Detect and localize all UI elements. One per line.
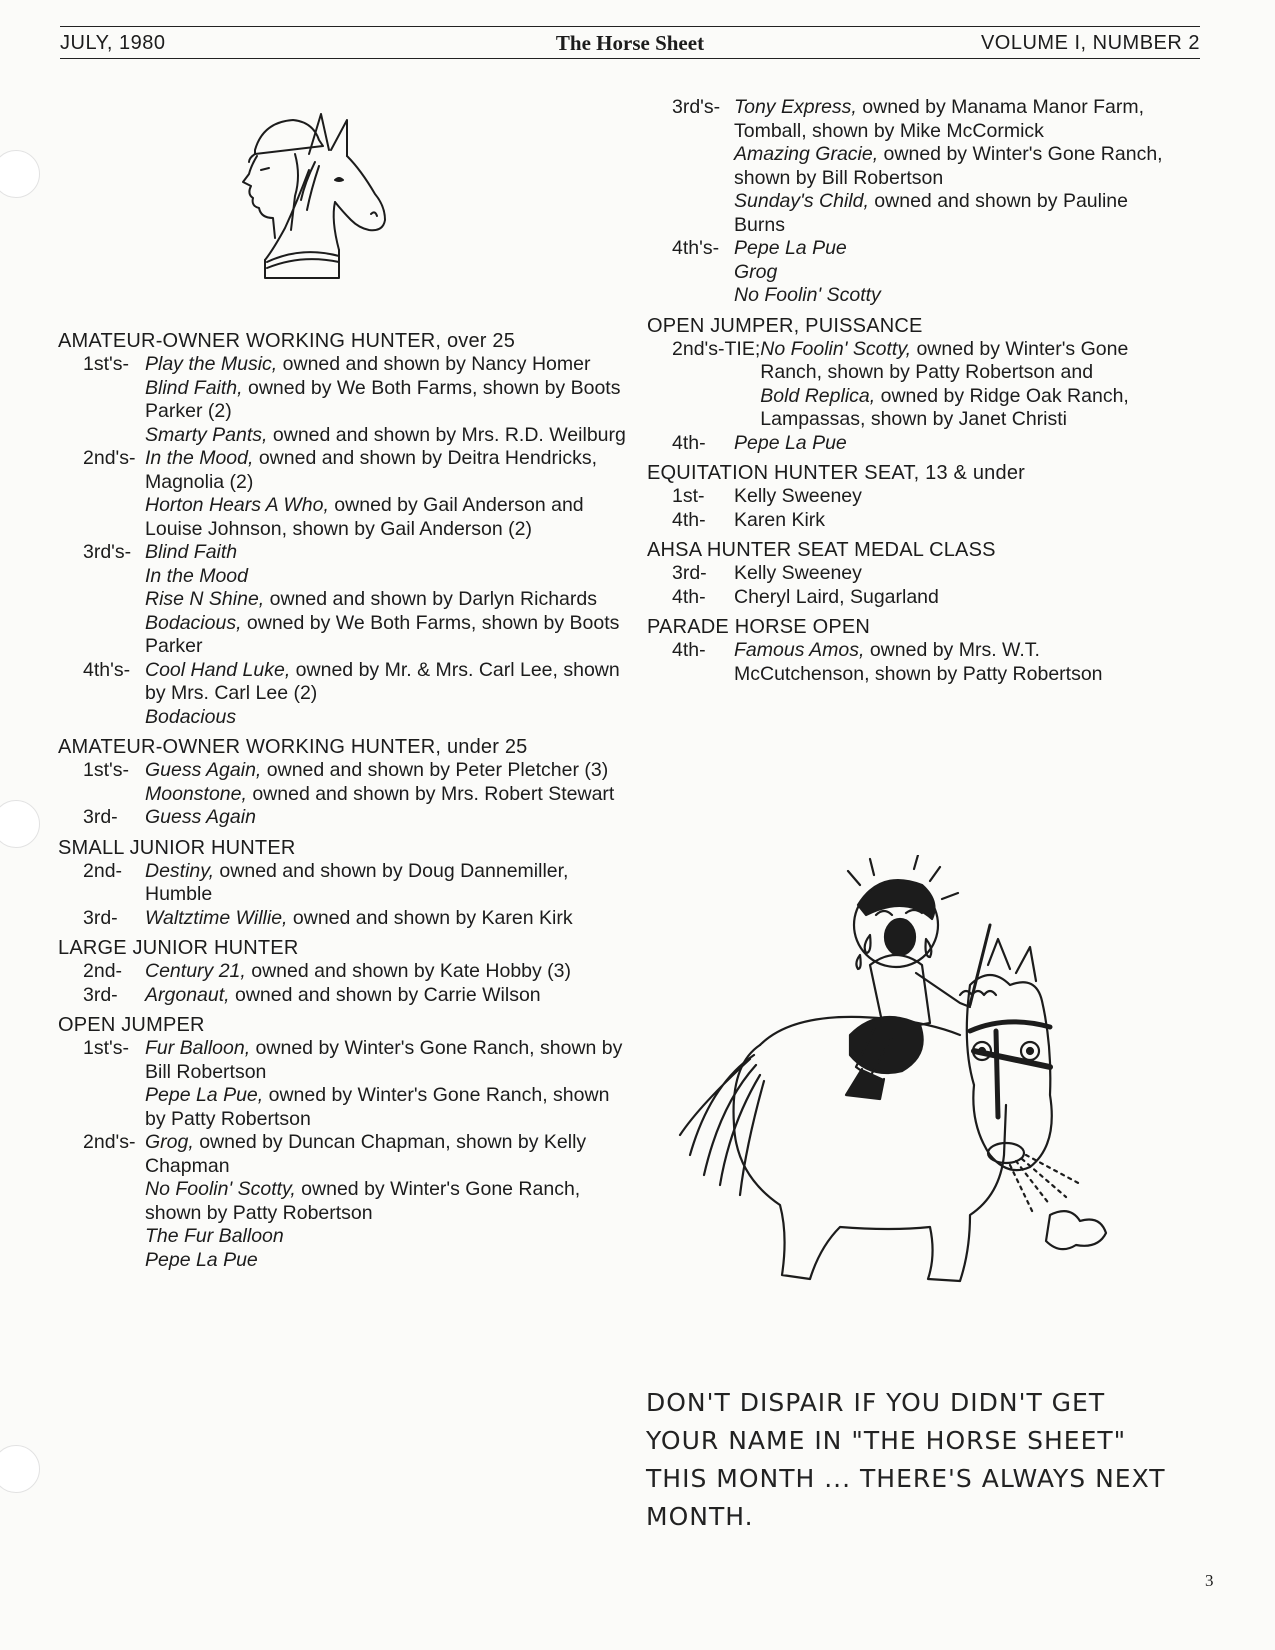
- horse-name: Grog: [734, 260, 778, 283]
- horse-name: Destiny,: [145, 859, 214, 882]
- entry: [734, 96, 1167, 143]
- horse-name: No Foolin' Scotty,: [760, 337, 912, 360]
- placing-label: 2nd's-: [83, 1131, 136, 1153]
- horse-name: Century 21,: [145, 960, 246, 982]
- award-row: [672, 432, 1167, 456]
- entry: [145, 860, 628, 907]
- entries: [734, 509, 1167, 533]
- entry-details: owned and shown by Carrie Wilson: [229, 983, 541, 1006]
- placing-label: 4th-: [672, 585, 706, 608]
- entry-details: owned by Gail Anderson and Louise Johnson, shown by Gail Anderson (2): [145, 494, 584, 540]
- crying-rider-on-pony-cartoon: [670, 855, 1160, 1325]
- award-row: [672, 338, 1167, 432]
- award-row: [672, 96, 1167, 237]
- placing-label: 4th's-: [672, 237, 720, 259]
- horse-and-rider-head-illustration: [235, 110, 425, 295]
- entry-details: owned by Winter's Gone Ranch, shown by Patty Robertson: [145, 1178, 581, 1224]
- results-section: [58, 936, 628, 1007]
- results-section: [58, 329, 628, 729]
- entry: [145, 565, 628, 589]
- class-heading: LARGE JUNIOR HUNTER: [58, 937, 299, 959]
- horse-name: Sunday's Child,: [734, 190, 869, 212]
- results-section: [647, 615, 1167, 686]
- horse-name: In the Mood: [145, 564, 248, 587]
- entry-details: owned by We Both Farms, shown by Boots Parker: [145, 611, 620, 657]
- results-section: [58, 735, 628, 830]
- class-heading: PARADE HORSE OPEN: [647, 616, 871, 638]
- masthead-top-rule: [60, 26, 1200, 27]
- entry: [145, 984, 628, 1008]
- class-heading: AMATEUR-OWNER WORKING HUNTER, over 25: [58, 330, 516, 352]
- entry: [145, 783, 628, 807]
- masthead: [60, 28, 1200, 58]
- award-row: [672, 586, 1167, 610]
- placing-label: 2nd's-TIE;: [672, 337, 761, 360]
- entry-details: Cheryl Laird, Sugarland: [734, 585, 939, 608]
- entry: [145, 759, 628, 783]
- punch-hole: [0, 1445, 40, 1493]
- entry-details: owned by We Both Farms, shown by Boots Parker (2): [145, 376, 621, 422]
- horse-name: Play the Music,: [145, 353, 278, 375]
- class-heading: AMATEUR-OWNER WORKING HUNTER, under 25: [58, 736, 528, 758]
- results-section: [647, 538, 1167, 609]
- horse-name: No Foolin' Scotty,: [145, 1178, 296, 1200]
- entries: [734, 586, 1167, 610]
- entries: [734, 485, 1167, 509]
- entry: [734, 190, 1167, 237]
- award-row: [83, 984, 628, 1008]
- entries: [145, 907, 628, 931]
- class-heading: SMALL JUNIOR HUNTER: [58, 836, 296, 859]
- entry: [145, 612, 628, 659]
- page-number: 3: [1205, 1571, 1214, 1590]
- horse-name: Bodacious,: [145, 611, 242, 634]
- entry-details: Karen Kirk: [734, 508, 826, 531]
- horse-name: Waltztime Willie,: [145, 906, 288, 929]
- placing-label: 2nd-: [83, 960, 123, 982]
- horse-name: Pepe La Pue,: [145, 1084, 264, 1106]
- entry-details: owned by Mrs. W.T. McCutchenson, shown by Patty Robertson: [734, 639, 1103, 685]
- entry: [145, 1037, 628, 1084]
- entry: [734, 237, 1167, 261]
- entries: [145, 759, 628, 806]
- results-section: [647, 96, 1167, 308]
- horse-name: No Foolin' Scotty: [734, 284, 881, 306]
- horse-name: In the Mood,: [145, 447, 254, 469]
- award-row: [83, 447, 628, 541]
- class-heading: EQUITATION HUNTER SEAT, 13 & under: [647, 462, 1026, 484]
- award-row: [83, 1037, 628, 1131]
- placing-label: 3rd-: [83, 906, 118, 929]
- entries: [145, 659, 628, 730]
- placing-label: 3rd-: [672, 562, 707, 584]
- entries: [734, 639, 1167, 686]
- entry-details: owned and shown by Nancy Homer: [277, 353, 591, 375]
- award-row: [83, 353, 628, 447]
- entry: [145, 447, 628, 494]
- entry: [760, 338, 1167, 385]
- entry: [145, 960, 628, 984]
- entry-details: owned by Winter's Gone Ranch, shown by Patty Robertson: [145, 1084, 610, 1130]
- entry-details: owned and shown by Mrs. R.D. Weilburg: [267, 423, 626, 446]
- horse-name: Tony Express,: [734, 96, 857, 118]
- horse-name: Blind Faith,: [145, 376, 243, 399]
- placing-label: 1st-: [672, 485, 705, 507]
- entry: [734, 562, 1167, 586]
- entry-details: owned and shown by Pauline Burns: [734, 190, 1128, 236]
- entry-details: owned by Mr. & Mrs. Carl Lee, shown by Mrs. Carl Lee (2): [145, 658, 620, 704]
- entry-details: owned by Duncan Chapman, shown by Kelly Chapman: [145, 1131, 587, 1177]
- entries: [145, 960, 628, 984]
- horse-name: Famous Amos,: [734, 639, 865, 661]
- entry-details: owned and shown by Karen Kirk: [287, 906, 573, 929]
- placing-label: 3rd's-: [83, 541, 132, 563]
- entry: [145, 588, 628, 612]
- entry: [145, 494, 628, 541]
- masthead-bottom-rule: [60, 58, 1200, 59]
- entry-details: owned by Winter's Gone Ranch, shown by Patty Robertson and: [760, 337, 1129, 383]
- entries: [145, 353, 628, 447]
- award-row: [672, 562, 1167, 586]
- entry: [145, 377, 628, 424]
- entry-details: owned by Manama Manor Farm, Tomball, shown by Mike McCormick: [734, 96, 1145, 142]
- placing-label: 2nd's-: [83, 447, 136, 469]
- entry: [145, 424, 628, 448]
- entries: [145, 541, 628, 659]
- entry: [145, 1178, 628, 1225]
- entries: [145, 984, 628, 1008]
- newsletter-title: The Horse Sheet: [555, 31, 705, 55]
- entry: [145, 806, 628, 830]
- horse-name: Smarty Pants,: [145, 423, 268, 446]
- horse-name: Cool Hand Luke,: [145, 658, 291, 681]
- horse-name: Bold Replica,: [760, 384, 876, 407]
- entries: [145, 1037, 628, 1131]
- results-column-right: [647, 96, 1167, 692]
- placing-label: 3rd-: [83, 806, 118, 828]
- entry: [145, 659, 628, 706]
- entry-details: owned by Winter's Gone Ranch, shown by Bill Robertson: [145, 1037, 623, 1083]
- entries: [145, 806, 628, 830]
- entry: [734, 261, 1167, 285]
- punch-hole: [0, 150, 40, 198]
- horse-name: Blind Faith: [145, 541, 238, 563]
- award-row: [83, 659, 628, 730]
- volume-number: VOLUME I, NUMBER 2: [980, 32, 1200, 54]
- entry: [145, 706, 628, 730]
- award-row: [83, 541, 628, 659]
- entry-details: owned and shown by Deitra Hendricks, Magnolia (2): [145, 447, 597, 493]
- horse-name: The Fur Balloon: [145, 1225, 284, 1247]
- entry: [734, 485, 1167, 509]
- horse-name: Amazing Gracie,: [734, 143, 879, 165]
- award-row: [83, 806, 628, 830]
- entries: [145, 860, 628, 907]
- entries: [760, 338, 1167, 432]
- horse-name: Rise N Shine,: [145, 588, 265, 610]
- class-heading: OPEN JUMPER, PUISSANCE: [647, 314, 923, 337]
- entry: [145, 353, 628, 377]
- placing-label: 4th-: [672, 508, 706, 531]
- placing-label: 1st's-: [83, 1037, 129, 1059]
- cartoon-caption: DON'T DISPAIR IF YOU DIDN'T GET YOUR NAME IN "THE HORSE SHEET" THIS MONTH ... THERE'S ALWAYS NEXT MONTH.: [646, 1388, 1166, 1531]
- award-row: [672, 485, 1167, 509]
- horse-name: Horton Hears A Who,: [145, 494, 329, 516]
- entry-details: owned and shown by Peter Pletcher (3): [261, 759, 609, 781]
- entry-details: Kelly Sweeney: [734, 485, 862, 507]
- placing-label: 3rd's-: [672, 96, 721, 118]
- placing-label: 1st's-: [83, 353, 129, 375]
- award-row: [83, 960, 628, 984]
- entry-details: owned and shown by Kate Hobby (3): [245, 960, 572, 982]
- results-list-right: [647, 96, 1167, 686]
- results-section: [58, 836, 628, 931]
- entry: [145, 1249, 628, 1273]
- entry: [734, 509, 1167, 533]
- horse-name: Bodacious: [145, 705, 237, 728]
- tie-label: TIE;: [724, 337, 761, 360]
- entries: [734, 237, 1167, 308]
- results-section: [647, 314, 1167, 456]
- entry: [734, 639, 1167, 686]
- award-row: [672, 509, 1167, 533]
- horse-name: Pepe La Pue: [734, 237, 847, 259]
- award-row: [672, 639, 1167, 686]
- horse-name: Argonaut,: [145, 983, 230, 1006]
- entries: [734, 432, 1167, 456]
- horse-name: Guess Again,: [145, 759, 262, 781]
- class-heading: OPEN JUMPER: [58, 1014, 205, 1036]
- award-row: [83, 907, 628, 931]
- entry: [734, 586, 1167, 610]
- horse-name: Pepe La Pue: [145, 1248, 258, 1271]
- horse-name: Pepe La Pue: [734, 431, 847, 454]
- entries: [734, 96, 1167, 237]
- placing-label: 1st's-: [83, 759, 129, 781]
- award-row: [83, 860, 628, 907]
- issue-date: JULY, 1980: [60, 32, 166, 54]
- entry-details: Kelly Sweeney: [734, 562, 862, 584]
- results-column-left: [58, 329, 628, 1278]
- entry-details: owned by Winter's Gone Ranch, shown by Bill Robertson: [734, 143, 1163, 189]
- entry: [734, 284, 1167, 308]
- entry: [145, 1131, 628, 1178]
- entry: [734, 432, 1167, 456]
- placing-label: 4th-: [672, 431, 706, 454]
- placing-label: 4th's-: [83, 658, 131, 681]
- entries: [145, 1131, 628, 1272]
- horse-name: Guess Again: [145, 806, 256, 828]
- award-row: [83, 1131, 628, 1272]
- entries: [734, 562, 1167, 586]
- entry: [145, 907, 628, 931]
- entries: [145, 447, 628, 541]
- results-list-left: [58, 329, 628, 1272]
- entry: [760, 385, 1167, 432]
- horse-name: Fur Balloon,: [145, 1037, 251, 1059]
- class-heading: AHSA HUNTER SEAT MEDAL CLASS: [647, 539, 996, 561]
- entry: [145, 541, 628, 565]
- horse-name: Moonstone,: [145, 782, 247, 805]
- entry-details: owned and shown by Darlyn Richards: [264, 588, 597, 610]
- placing-label: 3rd-: [83, 983, 118, 1006]
- entry-details: owned by Ridge Oak Ranch, Lampassas, shown by Janet Christi: [760, 384, 1129, 430]
- award-row: [672, 237, 1167, 308]
- placing-label: 2nd-: [83, 859, 123, 882]
- placing-label: 4th-: [672, 639, 706, 661]
- entry-details: owned and shown by Mrs. Robert Stewart: [246, 782, 615, 805]
- horse-name: Grog,: [145, 1131, 194, 1153]
- entry: [734, 143, 1167, 190]
- award-row: [83, 759, 628, 806]
- entry: [145, 1084, 628, 1131]
- entry-details: owned and shown by Doug Dannemiller, Humble: [145, 859, 569, 905]
- results-section: [647, 461, 1167, 532]
- results-section: [58, 1013, 628, 1272]
- punch-hole: [0, 800, 40, 848]
- entry: [145, 1225, 628, 1249]
